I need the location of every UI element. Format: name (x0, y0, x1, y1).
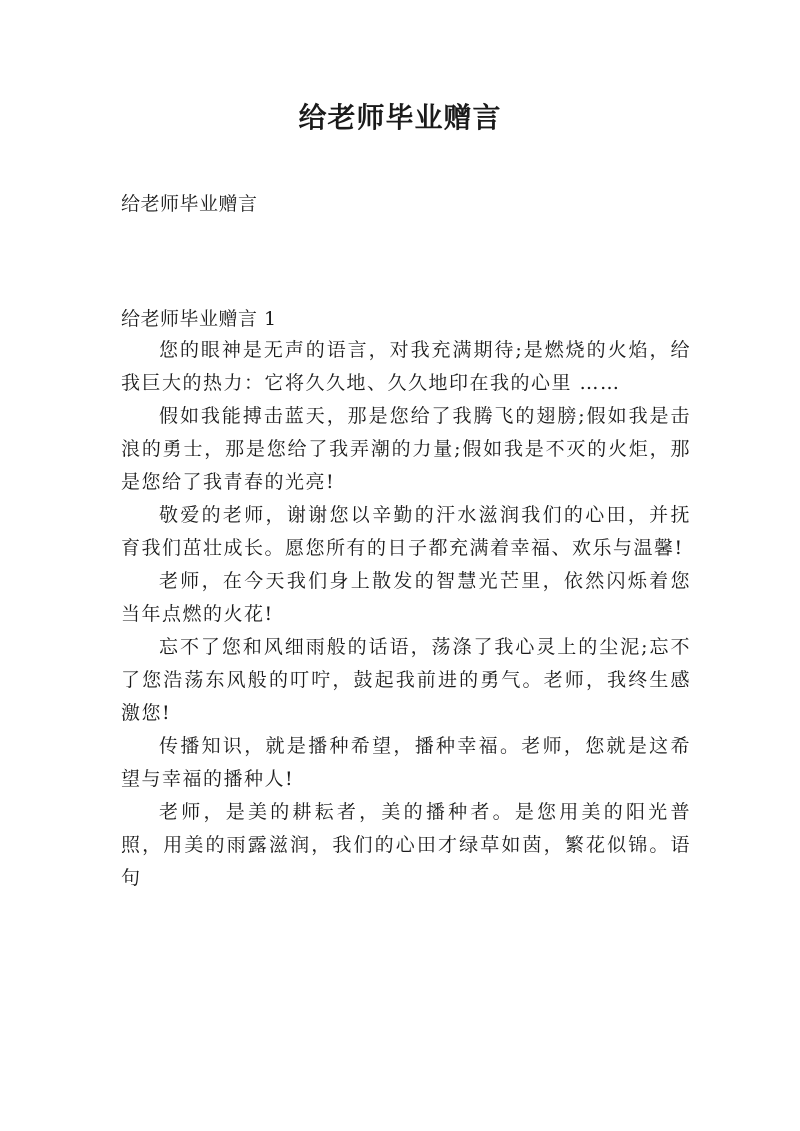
section-heading: 给老师毕业赠言 1 (121, 308, 277, 330)
paragraph-1: 您的眼神是无声的语言，对我充满期待;是燃烧的火焰，给我巨大的热力：它将久久地、久久地印在我的心里 …… (121, 339, 691, 394)
paragraph-7: 老师，是美的耕耘者，美的播种者。是您用美的阳光普照，用美的雨露滋润，我们的心田才绿草如茵，繁花似锦。语句 (121, 801, 691, 889)
paragraph-3: 敬爱的老师，谢谢您以辛勤的汗水滋润我们的心田，并抚育我们茁壮成长。愿您所有的日子都充满着幸福、欢乐与温馨! (121, 504, 691, 559)
document-subtitle: 给老师毕业赠言 (121, 193, 258, 215)
document-title: 给老师毕业赠言 (298, 101, 502, 134)
paragraph-2: 假如我能搏击蓝天，那是您给了我腾飞的翅膀;假如我是击浪的勇士，那是您给了我弄潮的力量;假如我是不灭的火炬，那是您给了我青春的光亮! (121, 405, 691, 493)
paragraph-6: 传播知识，就是播种希望，播种幸福。老师，您就是这希望与幸福的播种人! (121, 735, 691, 790)
paragraph-5: 忘不了您和风细雨般的话语，荡涤了我心灵上的尘泥;忘不了您浩荡东风般的叮咛，鼓起我前进的勇气。老师，我终生感激您! (121, 636, 691, 724)
paragraph-4: 老师，在今天我们身上散发的智慧光芒里，依然闪烁着您当年点燃的火花! (121, 570, 691, 625)
section-body (121, 304, 691, 895)
